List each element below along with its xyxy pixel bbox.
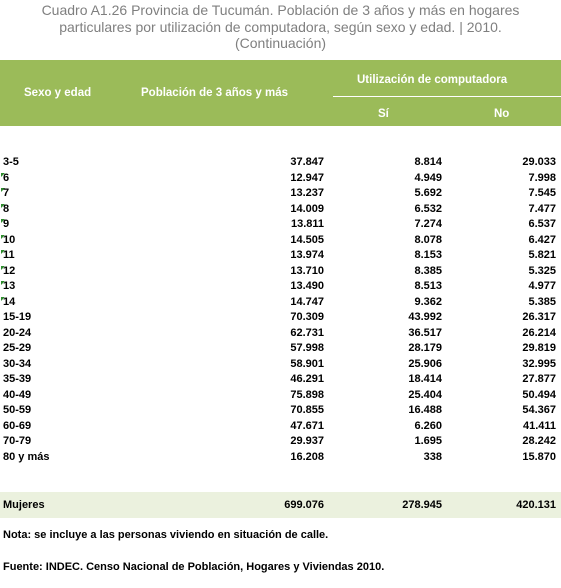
total-row [0,492,561,518]
cell-poblacion: 13.811 [290,218,324,230]
title-line-2: particulares por utilización de computadora, según sexo y edad. | 2010. [59,18,502,35]
cell-si: 5.692 [414,187,442,199]
cell-no: 6.427 [528,233,556,246]
cell-poblacion: 57.998 [290,342,324,354]
cell-edad: 7 [3,187,10,199]
cell-edad: 60-69 [3,419,32,432]
cell-edad: 15-19 [3,311,32,323]
cell-no: 29.033 [522,156,556,168]
cell-si: 28.179 [408,342,442,354]
table-row [0,357,561,373]
cell-poblacion: 62.731 [290,326,324,339]
cell-poblacion: 13.710 [290,264,324,277]
cell-si: 18.414 [408,373,442,385]
cell-no: 7.545 [528,187,556,199]
cell-no: 7.998 [528,171,556,184]
cell-poblacion: 75.898 [290,388,324,401]
cell-no: 26.317 [522,311,556,323]
table-row [0,295,561,311]
cell-edad: 12 [3,264,16,277]
table-row [0,326,561,342]
cell-edad: 40-49 [3,388,32,401]
cell-no: 7.477 [528,202,556,215]
cell-si: 8.078 [414,233,442,246]
total-poblacion: 699.076 [284,499,324,511]
table-row [0,403,561,419]
cell-no: 54.367 [522,404,556,416]
cell-si: 8.814 [414,156,442,168]
table-row [0,155,561,171]
table-row [0,186,561,202]
cell-poblacion: 12.947 [290,171,324,184]
cell-si: 6.260 [414,419,442,432]
cell-poblacion: 16.208 [290,450,324,463]
table-row [0,233,561,249]
table-row [0,202,561,218]
cell-poblacion: 58.901 [290,357,324,370]
cell-poblacion: 47.671 [290,419,324,432]
cell-poblacion: 14.009 [290,202,324,215]
cell-edad: 25-29 [3,342,32,354]
cell-edad: 14 [3,295,16,308]
table-row [0,264,561,280]
cell-no: 27.877 [522,373,556,385]
cell-si: 9.362 [414,295,442,308]
table-header [0,60,561,126]
table-row [0,388,561,404]
total-no: 420.131 [516,499,556,511]
cell-edad: 80 y más [3,450,50,463]
cell-si: 4.949 [414,171,442,184]
cell-edad: 11 [3,249,15,261]
cell-no: 41.411 [522,419,556,432]
cell-no: 6.537 [528,218,556,230]
cell-edad: 8 [3,202,10,215]
cell-no: 5.325 [528,264,556,277]
table-title [0,2,561,52]
table-row [0,419,561,435]
cell-poblacion: 46.291 [290,373,324,385]
cell-poblacion: 37.847 [290,156,324,168]
table-row [0,372,561,388]
title-line-1: Cuadro A1.26 Provincia de Tucumán. Población de 3 años y más en hogares [41,2,520,18]
cell-si: 7.274 [414,218,442,230]
total-label: Mujeres [3,499,45,511]
cell-no: 15.870 [522,450,556,463]
cell-edad: 30-34 [3,357,32,370]
total-si: 278.945 [402,499,442,511]
table-row [0,341,561,357]
header-no: No [494,108,510,120]
cell-poblacion: 70.855 [290,404,324,416]
table-row [0,434,561,450]
table-row [0,171,561,187]
cell-si: 36.517 [408,326,442,339]
header-divider [333,96,561,97]
cell-edad: 13 [3,280,16,292]
cell-poblacion: 14.505 [290,233,324,246]
cell-poblacion: 13.974 [290,249,324,261]
cell-si: 43.992 [408,311,442,323]
table-row [0,248,561,264]
cell-si: 8.153 [414,249,442,261]
title-line-3: (Continuación) [234,35,327,51]
table-row [0,450,561,466]
cell-edad: 3-5 [3,156,19,168]
cell-poblacion: 70.309 [290,311,324,323]
header-si: Sí [378,108,389,120]
cell-si: 338 [423,450,442,463]
header-utilizacion: Utilización de computadora [357,74,508,86]
cell-no: 29.819 [522,342,556,354]
table-body [0,155,561,465]
cell-no: 5.385 [528,295,556,308]
cell-si: 6.532 [414,202,442,215]
cell-poblacion: 13.237 [290,187,324,199]
table-source: Fuente: INDEC. Censo Nacional de Población, Hogares y Viviendas 2010. [3,561,385,573]
cell-si: 1.695 [414,435,442,447]
cell-poblacion: 13.490 [290,280,324,292]
cell-no: 4.977 [528,280,556,292]
cell-edad: 9 [3,218,10,230]
table-row [0,217,561,233]
table-note: Nota: se incluye a las personas viviendo en situación de calle. [3,529,329,541]
cell-si: 16.488 [408,404,442,416]
table-row [0,279,561,295]
cell-edad: 35-39 [3,373,32,385]
cell-no: 28.242 [522,435,556,447]
header-sexo-edad: Sexo y edad [24,87,92,99]
cell-edad: 50-59 [3,404,32,416]
cell-edad: 20-24 [3,326,32,339]
cell-edad: 10 [3,233,16,246]
cell-si: 8.385 [414,264,442,277]
cell-no: 5.821 [528,249,556,261]
cell-si: 25.404 [408,388,442,401]
cell-edad: 70-79 [3,435,32,447]
cell-no: 50.494 [522,388,556,401]
cell-si: 8.513 [414,280,442,292]
cell-poblacion: 14.747 [290,295,324,308]
cell-no: 32.995 [522,357,556,370]
table-row [0,310,561,326]
cell-no: 26.214 [522,326,556,339]
cell-poblacion: 29.937 [290,435,324,447]
header-poblacion: Población de 3 años y más [141,87,288,99]
cell-edad: 6 [3,171,10,184]
cell-si: 25.906 [408,357,442,370]
